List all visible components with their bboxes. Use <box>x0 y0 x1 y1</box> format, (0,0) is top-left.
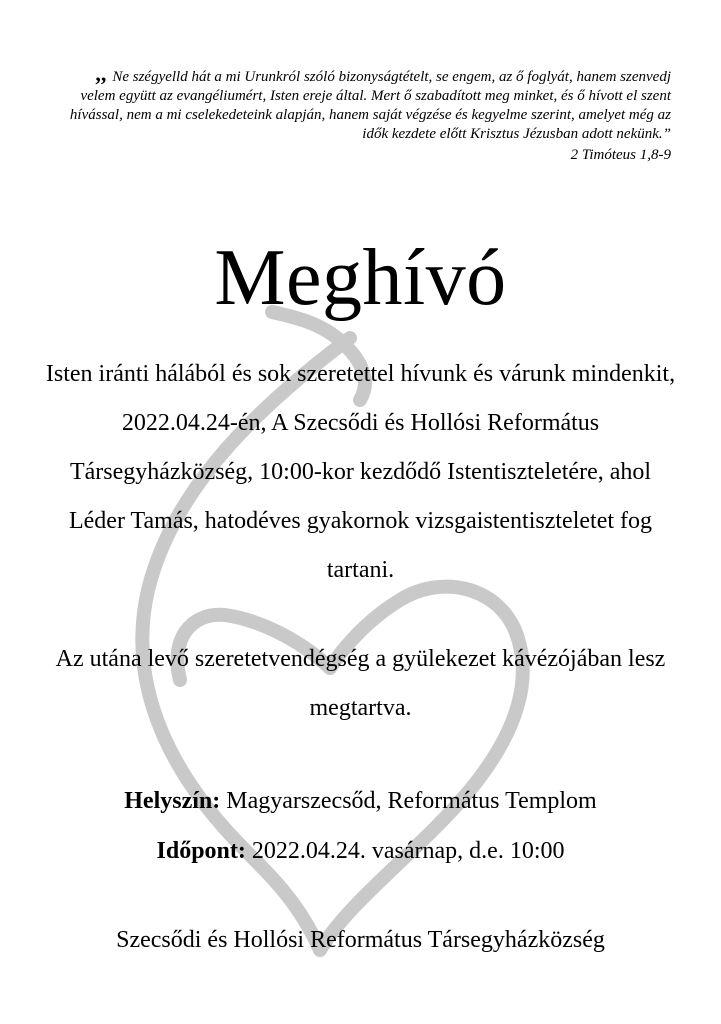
page-title: Meghívó <box>214 234 507 322</box>
invitation-paragraph: Isten iránti hálából és sok szeretettel hívunk és várunk mindenkit, 2022.04.24-én, A Szecsődi és Hollósi Református Társegyházközség, 10:00-kor kezdődő Istentiszteletére, ahol Léder Tamás, hatodéves gyakornok vizsgaistentiszteletet fog tartani. <box>45 361 676 583</box>
location-label: Helyszín: <box>124 788 221 814</box>
bible-quote <box>60 61 671 165</box>
location-line <box>40 776 681 826</box>
reception-paragraph: Az utána levő szeretetvendégség a gyülekezet kávézójában lesz megtartva. <box>55 646 666 721</box>
location-value: Magyarszecsőd, Református Templom <box>226 788 597 814</box>
time-value: 2022.04.24. vasárnap, d.e. 10:00 <box>251 838 565 864</box>
event-details <box>40 776 681 876</box>
time-line <box>40 826 681 876</box>
organization-name: Szecsődi és Hollósi Református Társegyházközség <box>116 927 605 953</box>
time-label: Időpont: <box>156 838 246 864</box>
quote-reference: 2 Timóteus 1,8-9 <box>570 147 671 163</box>
quote-open-mark: ,, <box>95 61 107 86</box>
quote-text: Ne szégyelld hát a mi Urunkról szóló bizonyságtételt, se engem, az ő foglyát, hanem szenvedj velem együtt az evangéliumért, Isten ereje által. Mert ő szabadított meg minket, és ő hívott el szent hívással, nem a mi cselekedeteink alapján, hanem saját végzése és kegyelme szerint, amelyet még az idők kezdete előtt Krisztus Jézusban adott nekünk.” <box>69 69 671 142</box>
